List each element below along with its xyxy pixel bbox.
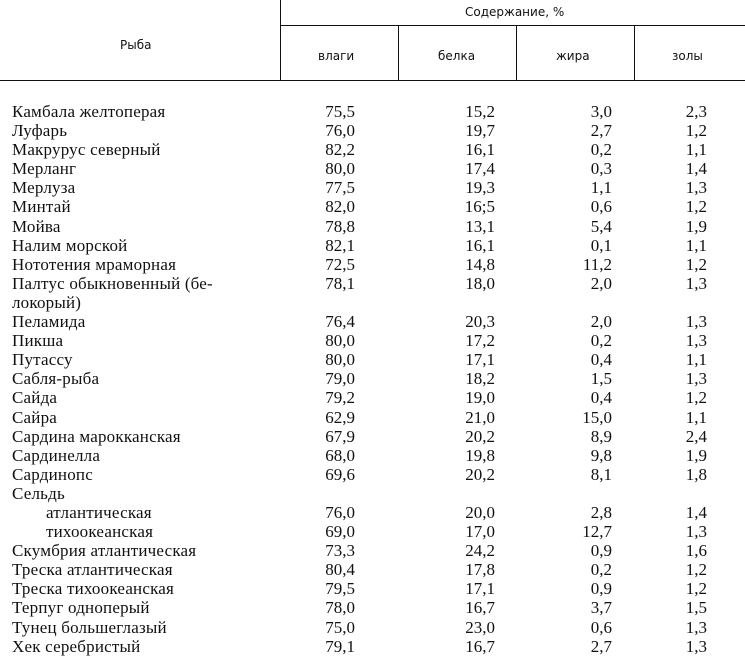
table-row — [0, 369, 745, 388]
header-bottom-rule — [0, 80, 745, 81]
table-row — [0, 427, 745, 446]
protein-value: 19,0 — [465, 388, 495, 408]
table-row — [0, 102, 745, 121]
fish-name: Сайда — [12, 388, 58, 408]
table-row — [0, 484, 745, 503]
fish-name: Сардина марокканская — [12, 426, 181, 446]
fat-value: 0,9 — [590, 541, 612, 561]
header-group-underline — [281, 25, 745, 26]
table-row — [0, 598, 745, 617]
table-row — [0, 178, 745, 197]
moisture-value: 73,3 — [325, 541, 355, 561]
protein-value: 19,3 — [465, 178, 495, 198]
table-body — [0, 102, 745, 656]
table-row — [0, 522, 745, 541]
ash-value: 1,2 — [685, 254, 707, 274]
protein-value: 21,0 — [465, 407, 495, 427]
protein-value: 18,0 — [465, 273, 495, 293]
protein-value: 13,1 — [465, 216, 495, 236]
protein-value: 14,8 — [465, 254, 495, 274]
fat-value: 2,7 — [590, 636, 612, 656]
table-row — [0, 331, 745, 350]
fish-name: Мерланг — [12, 159, 77, 179]
moisture-value: 82,0 — [325, 197, 355, 217]
fat-value: 8,1 — [590, 464, 612, 484]
header-divider-fish — [280, 0, 281, 80]
ash-value: 1,4 — [685, 159, 707, 179]
content-group-header: Содержание, % — [465, 5, 565, 19]
table-row — [0, 350, 745, 369]
fish-name: Минтай — [12, 197, 71, 217]
fat-value: 11,2 — [582, 254, 612, 274]
fish-column-header: Рыба — [120, 38, 152, 52]
moisture-value: 69,6 — [325, 464, 355, 484]
moisture-value: 68,0 — [325, 445, 355, 465]
fish-name: Сардинелла — [12, 445, 101, 465]
moisture-value: 79,5 — [325, 579, 355, 599]
ash-value: 1,1 — [685, 140, 707, 160]
moisture-value: 79,0 — [325, 369, 355, 389]
fish-name: Пеламида — [12, 312, 86, 332]
fat-value: 3,7 — [590, 598, 612, 618]
header-divider-2 — [516, 26, 517, 80]
fat-value: 2,7 — [590, 121, 612, 141]
fish-name: Пикша — [12, 331, 64, 351]
moisture-value: 76,0 — [325, 121, 355, 141]
protein-value: 17,8 — [465, 560, 495, 580]
moisture-value: 75,0 — [325, 617, 355, 637]
fish-name: Сайра — [12, 407, 58, 427]
protein-value: 20,0 — [465, 502, 495, 522]
moisture-value: 80,0 — [325, 159, 355, 179]
ash-value: 1,3 — [685, 522, 707, 542]
ash-value: 1,2 — [685, 197, 707, 217]
ash-value: 1,2 — [685, 121, 707, 141]
fish-name: Мойва — [12, 216, 61, 236]
fat-value: 1,5 — [590, 369, 612, 389]
table-row — [0, 541, 745, 560]
table-row — [0, 293, 745, 312]
ash-value: 1,3 — [685, 636, 707, 656]
fat-value: 3,0 — [590, 102, 612, 121]
protein-value: 20,2 — [465, 464, 495, 484]
protein-value: 17,4 — [465, 159, 495, 179]
fat-value: 0,1 — [590, 235, 612, 255]
moisture-value: 78,8 — [325, 216, 355, 236]
protein-value: 17,0 — [465, 522, 495, 542]
fish-name: Сельдь — [12, 483, 65, 503]
ash-value: 1,2 — [685, 560, 707, 580]
ash-value: 1,2 — [685, 388, 707, 408]
ash-value: 1,3 — [685, 331, 707, 351]
table-row — [0, 465, 745, 484]
protein-value: 18,2 — [465, 369, 495, 389]
ash-value: 1,1 — [685, 235, 707, 255]
ash-value: 1,3 — [685, 178, 707, 198]
table-row — [0, 312, 745, 331]
table-row — [0, 637, 745, 656]
moisture-value: 62,9 — [325, 407, 355, 427]
table-row — [0, 560, 745, 579]
fat-value: 0,4 — [590, 350, 612, 370]
moisture-value: 79,1 — [325, 636, 355, 656]
protein-value: 17,1 — [465, 579, 495, 599]
header-divider-3 — [634, 26, 635, 80]
ash-value: 2,4 — [685, 426, 707, 446]
moisture-value: 78,0 — [325, 598, 355, 618]
fat-value: 0,2 — [590, 331, 612, 351]
column-header-moisture: влаги — [318, 49, 355, 63]
ash-value: 1,3 — [685, 273, 707, 293]
fish-name: Треска тихоокеанская — [12, 579, 175, 599]
fat-value: 0,6 — [590, 197, 612, 217]
table-row — [0, 274, 745, 293]
moisture-value: 76,0 — [325, 502, 355, 522]
fish-name: Камбала желтоперая — [12, 102, 166, 121]
fat-value: 0,3 — [590, 159, 612, 179]
ash-value: 1,9 — [685, 445, 707, 465]
fat-value: 12,7 — [582, 522, 612, 542]
table-row — [0, 197, 745, 216]
fish-name: Луфарь — [12, 121, 68, 141]
ash-value: 1,9 — [685, 216, 707, 236]
fish-name: Скумбрия атлантическая — [12, 541, 197, 561]
moisture-value: 80,0 — [325, 331, 355, 351]
protein-value: 24,2 — [465, 541, 495, 561]
moisture-value: 72,5 — [325, 254, 355, 274]
protein-value: 23,0 — [465, 617, 495, 637]
fat-value: 2,8 — [590, 502, 612, 522]
moisture-value: 77,5 — [325, 178, 355, 198]
fat-value: 15,0 — [582, 407, 612, 427]
fish-name: Нототения мраморная — [12, 254, 177, 274]
ash-value: 1,4 — [685, 502, 707, 522]
ash-value: 1,6 — [685, 541, 707, 561]
ash-value: 2,3 — [685, 102, 707, 121]
fat-value: 0,6 — [590, 617, 612, 637]
ash-value: 1,2 — [685, 579, 707, 599]
protein-value: 20,3 — [465, 312, 495, 332]
header-divider-1 — [398, 26, 399, 80]
ash-value: 1,3 — [685, 617, 707, 637]
table-row — [0, 121, 745, 140]
protein-value: 17,2 — [465, 331, 495, 351]
moisture-value: 80,4 — [325, 560, 355, 580]
table-row — [0, 255, 745, 274]
table-row — [0, 217, 745, 236]
fish-name: Тунец большеглазый — [12, 617, 167, 637]
moisture-value: 76,4 — [325, 312, 355, 332]
ash-value: 1,8 — [685, 464, 707, 484]
protein-value: 19,7 — [465, 121, 495, 141]
fat-value: 2,0 — [590, 312, 612, 332]
fat-value: 9,8 — [590, 445, 612, 465]
table-row — [0, 579, 745, 598]
fish-name: Макрурус северный — [12, 140, 161, 160]
moisture-value: 82,2 — [325, 140, 355, 160]
fat-value: 0,2 — [590, 560, 612, 580]
moisture-value: 82,1 — [325, 235, 355, 255]
table-row — [0, 503, 745, 522]
protein-value: 16,7 — [465, 598, 495, 618]
fat-value: 8,9 — [590, 426, 612, 446]
ash-value: 1,1 — [685, 350, 707, 370]
column-header-protein: белка — [438, 49, 476, 63]
fish-name: Сабля-рыба — [12, 369, 100, 389]
fat-value: 5,4 — [590, 216, 612, 236]
table-row — [0, 140, 745, 159]
table-row — [0, 388, 745, 407]
moisture-value: 75,5 — [325, 102, 355, 121]
moisture-value: 79,2 — [325, 388, 355, 408]
table-row — [0, 159, 745, 178]
fish-name: Путассу — [12, 350, 73, 370]
moisture-value: 78,1 — [325, 273, 355, 293]
fish-name: Сардинопс — [12, 464, 93, 484]
fat-value: 0,9 — [590, 579, 612, 599]
moisture-value: 69,0 — [325, 522, 355, 542]
table-row — [0, 236, 745, 255]
fish-name: Налим морской — [12, 235, 128, 255]
fish-name: Треска атлантическая — [12, 560, 173, 580]
column-header-ash: золы — [672, 49, 703, 63]
ash-value: 1,1 — [685, 407, 707, 427]
fat-value: 1,1 — [590, 178, 612, 198]
protein-value: 16,7 — [465, 636, 495, 656]
protein-value: 15,2 — [465, 102, 495, 121]
table-row — [0, 618, 745, 637]
protein-value: 16;5 — [464, 197, 495, 217]
ash-value: 1,3 — [685, 312, 707, 332]
table-row — [0, 408, 745, 427]
fish-name: Терпуг одноперый — [12, 598, 150, 618]
fish-name: тихоокеанская — [46, 522, 154, 542]
ash-value: 1,3 — [685, 369, 707, 389]
moisture-value: 80,0 — [325, 350, 355, 370]
protein-value: 17,1 — [465, 350, 495, 370]
fish-name: Палтус обыкновенный (бе- — [12, 273, 213, 293]
column-header-fat: жира — [556, 49, 590, 63]
fish-name: Хек серебристый — [12, 636, 141, 656]
moisture-value: 67,9 — [325, 426, 355, 446]
fat-value: 2,0 — [590, 273, 612, 293]
protein-value: 16,1 — [465, 140, 495, 160]
fat-value: 0,2 — [590, 140, 612, 160]
table-row — [0, 446, 745, 465]
fish-name: Мерлуза — [12, 178, 76, 198]
ash-value: 1,5 — [685, 598, 707, 618]
protein-value: 19,8 — [465, 445, 495, 465]
protein-value: 16,1 — [465, 235, 495, 255]
protein-value: 20,2 — [465, 426, 495, 446]
fish-name: локорый) — [12, 292, 82, 312]
fish-name: атлантическая — [46, 502, 152, 522]
fat-value: 0,4 — [590, 388, 612, 408]
